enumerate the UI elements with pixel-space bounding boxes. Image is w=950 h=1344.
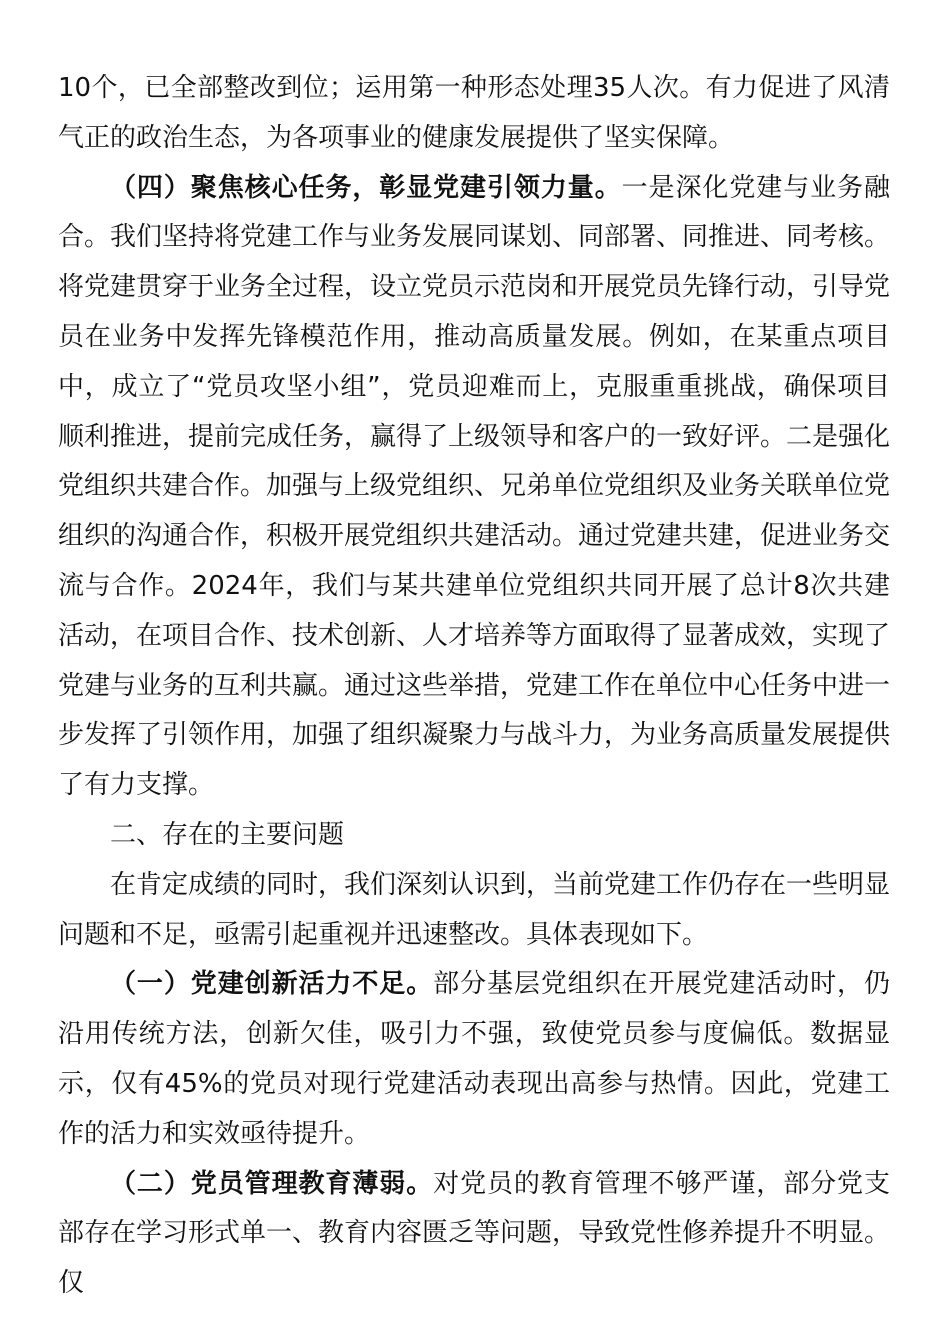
paragraph-heading-two: （二）党员管理教育薄弱。 [110,1168,434,1199]
paragraph-focus-core-tasks [58,164,890,811]
paragraph-member-management [58,1160,890,1309]
paragraph-heading-four: （四）聚焦核心任务，彰显党建引领力量。 [110,172,622,203]
document-page [58,64,890,1309]
paragraph-body-four: 一是深化党建与业务融合。我们坚持将党建工作与业务发展同谋划、同部署、同推进、同考核。将党建贯穿于业务全过程，设立党员示范岗和开展党员先锋行动，引导党员在业务中发挥先锋模范作用，推动高质量发展。例如，在某重点项目中，成立了“党员攻坚小组”，党员迎难而上，克服重重挑战，确保项目顺利推进，提前完成任务，赢得了上级领导和客户的一致好评。二是强化党组织共建合作。加强与上级党组织、兄弟单位党组织及业务关联单位党组织的沟通合作，积极开展党组织共建活动。通过党建共建，促进业务交流与合作。2024年，我们与某共建单位党组织共同开展了总计8次共建活动，在项目合作、技术创新、人才培养等方面取得了显著成效，实现了党建与业务的互利共赢。通过这些举措，党建工作在单位中心任务中进一步发挥了引领作用，加强了组织凝聚力与战斗力，为业务高质量发展提供了有力支撑。 [58,172,891,801]
paragraph-body-two: 对党员的教育管理不够严谨，部分党支部存在学习形式单一、教育内容匮乏等问题，导致党性修养提升不明显。仅 [58,1168,891,1299]
paragraph-body-one: 部分基层党组织在开展党建活动时，仍沿用传统方法，创新欠佳，吸引力不强，致使党员参与度偏低。数据显示，仅有45%的党员对现行党建活动表现出高参与热情。因此，党建工作的活力和实效亟待提升。 [58,969,890,1149]
paragraph-innovation [58,960,890,1159]
paragraph-continuation: 10个，已全部整改到位；运用第一种形态处理35人次。有力促进了风清气正的政治生态，为各项事业的健康发展提供了坚实保障。 [58,73,890,153]
section-title: 二、存在的主要问题 [110,819,345,850]
paragraph-heading-one: （一）党建创新活力不足。 [110,969,434,1000]
paragraph-problems-intro: 在肯定成绩的同时，我们深刻认识到，当前党建工作仍存在一些明显问题和不足，亟需引起重视并迅速整改。具体表现如下。 [58,869,891,950]
